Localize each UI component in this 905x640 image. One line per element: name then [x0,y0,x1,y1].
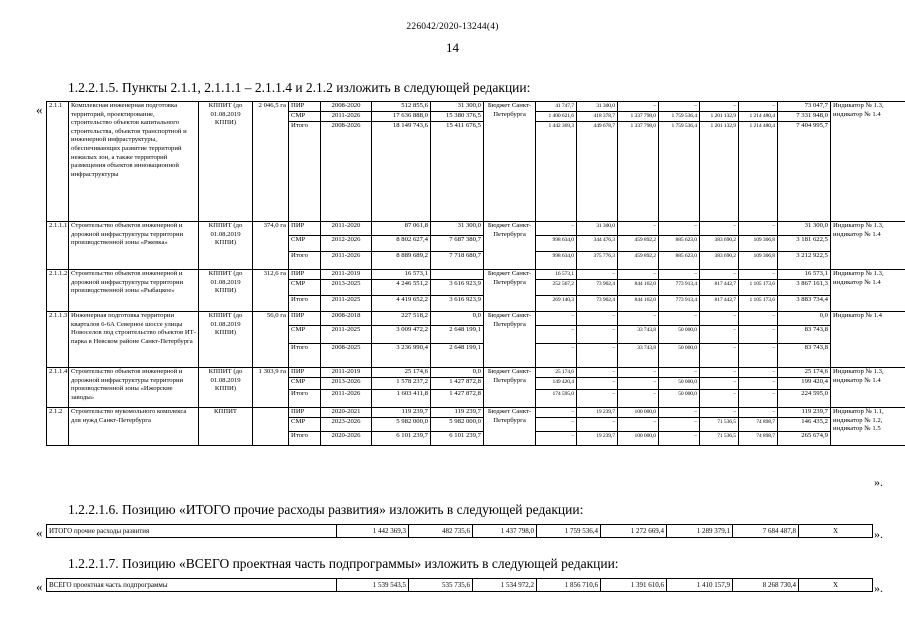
total-cell: 83 743,8 [778,344,831,368]
year-value-4: 50 000,0 [659,326,700,344]
entry-agency: КППИТ (до 01.08.2019 КППИ) [199,102,253,222]
year-value-5: – [700,390,739,408]
year-value-1: – [536,408,577,418]
year-value-4: 50 000,0 [659,378,700,390]
entry-number: 2.1.1.4 [47,368,69,408]
stage-cell: СМР [289,418,321,432]
entry-name: Комплексная инженерная подготовка территорий, проектирование, строительство объектов капитального строительства, объектов транспортной и инженерной инфраструктуры, обеспечивающих развитие территорий нежилых зон, а также территорий размещения объектов инновационной инфраструктуры [69,102,199,222]
year-value-2: 19 239,7 [577,408,618,418]
period-cell: 2011-2026 [321,390,372,408]
stage-cell: ПИР [289,270,321,280]
entry-indicator: Индикатор № 1.4 [831,312,905,368]
cost-cell: 8 889 689,2 [372,252,431,270]
period-cell: 2023-2026 [321,418,372,432]
year-value-2: 19 239,7 [577,432,618,446]
table-row [47,222,905,236]
stage-cell: СМР [289,326,321,344]
stage-cell: СМР [289,236,321,252]
cost-cell: 8 802 627,4 [372,236,431,252]
year-value-4: 885 623,0 [659,236,700,252]
cost-cell: 119 239,7 [372,408,431,418]
year-value-2: – [577,344,618,368]
year-value-5: – [700,222,739,236]
entry-name: Строительство объектов инженерной и дорожной инфраструктуры территории производственной зоны «Ижорские заводы» [69,368,199,408]
period-cell: 2011-2026 [321,112,372,122]
closing-quote-mark: ». [874,581,883,595]
cost-cell: 3 009 472,2 [372,326,431,344]
funding-source: Бюджет Санкт-Петербурга [484,368,536,408]
year-value-2: 73 902,4 [577,280,618,296]
remaining-cell: 1 427 872,8 [431,378,484,390]
remaining-cell: 2 648 199,1 [431,344,484,368]
entry-agency: КППИТ (до 01.08.2019 КППИ) [199,312,253,368]
year-value-3: – [618,378,659,390]
entry-number: 2.1.1 [47,102,69,222]
year-value-6: 109 306,8 [739,252,778,270]
table-row [47,270,905,280]
year-value-3: 33 743,8 [618,344,659,368]
year-value-3: 844 162,0 [618,296,659,312]
itogo-value-4: 1 759 536,4 [537,525,601,538]
itogo-other-expenses-table [46,524,873,538]
year-value-2: 375 776,3 [577,252,618,270]
total-cell: 199 420,4 [778,378,831,390]
funding-source: Бюджет Санкт-Петербурга [484,312,536,368]
total-cell: 3 867 161,3 [778,280,831,296]
period-cell: 2013-2025 [321,280,372,296]
year-value-5: 383 690,2 [700,252,739,270]
table-row [47,102,905,112]
year-value-3: – [618,222,659,236]
itogo-value-6: 1 289 379,1 [667,525,733,538]
vsego-value-6: 1 410 157,9 [667,579,733,592]
entry-name: Строительство объектов инженерной и дорожной инфраструктуры территории производственной зоны «Рыбацкое» [69,270,199,312]
year-value-2: – [577,418,618,432]
stage-cell: Итого [289,252,321,270]
total-cell: 3 212 922,5 [778,252,831,270]
total-cell: 31 300,0 [778,222,831,236]
year-value-1: – [536,222,577,236]
year-value-3: 459 892,2 [618,236,659,252]
entry-agency: КППИТ (до 01.08.2019 КППИ) [199,222,253,270]
year-value-4: – [659,102,700,112]
entry-area: 374,0 га [253,222,289,270]
entry-number: 2.1.2 [47,408,69,446]
total-cell: 25 174,6 [778,368,831,378]
total-cell: 224 595,0 [778,390,831,408]
year-value-6: – [739,378,778,390]
total-cell: 3 883 734,4 [778,296,831,312]
year-value-3: – [618,390,659,408]
year-value-4: – [659,270,700,280]
year-value-4: – [659,418,700,432]
cost-cell: 227 518,2 [372,312,431,326]
remaining-cell: 2 648 199,1 [431,326,484,344]
year-value-6: – [739,270,778,280]
remaining-cell: 3 616 923,9 [431,280,484,296]
period-cell: 2011-2019 [321,270,372,280]
total-cell: 73 047,7 [778,102,831,112]
stage-cell: ПИР [289,102,321,112]
remaining-cell [431,270,484,280]
year-value-5: 1 201 132,9 [700,112,739,122]
itogo-indicator: X [799,525,873,538]
stage-cell: ПИР [289,312,321,326]
period-cell: 2011-2026 [321,252,372,270]
year-value-6: – [739,344,778,368]
vsego-value-1: 1 539 543,5 [337,579,409,592]
year-value-2: – [577,270,618,280]
vsego-value-4: 1 856 710,6 [537,579,601,592]
itogo-value-1: 1 442 369,3 [337,525,409,538]
cost-cell: 1 578 237,2 [372,378,431,390]
entry-area: 56,0 га [253,312,289,368]
year-value-6: – [739,222,778,236]
year-value-5: – [700,368,739,378]
year-value-1: 174 595,0 [536,390,577,408]
period-cell: 2008-2025 [321,344,372,368]
year-value-6: 1 214 480,4 [739,112,778,122]
cost-cell: 16 573,1 [372,270,431,280]
opening-quote-mark: « [36,102,43,117]
year-value-3: – [618,312,659,326]
year-value-6: – [739,326,778,344]
total-cell: 3 181 622,5 [778,236,831,252]
year-value-6: 1 105 173,6 [739,280,778,296]
remaining-cell: 7 718 680,7 [431,252,484,270]
year-value-3: 844 162,0 [618,280,659,296]
stage-cell: Итого [289,122,321,222]
year-value-5: 817 442,7 [700,296,739,312]
remaining-cell: 1 427 872,8 [431,390,484,408]
entry-agency: КППИТ [199,408,253,446]
year-value-1: 1 400 621,6 [536,112,577,122]
year-value-4: – [659,312,700,326]
stage-cell: ПИР [289,408,321,418]
year-value-3: – [618,270,659,280]
year-value-1: 149 420,4 [536,378,577,390]
year-value-2: 449 678,7 [577,122,618,222]
entry-indicator: Индикатор № 1.3, индикатор № 1.4 [831,368,905,408]
year-value-4: – [659,432,700,446]
year-value-6: – [739,368,778,378]
year-value-3: – [618,418,659,432]
remaining-cell: 3 616 923,9 [431,296,484,312]
itogo-row [47,525,873,538]
period-cell: 2011-2019 [321,368,372,378]
entry-area: 312,6 га [253,270,289,312]
cost-cell: 18 149 743,6 [372,122,431,222]
section-heading-1-2-2-1-7: 1.2.2.1.7. Позицию «ВСЕГО проектная часть подпрограммы» изложить в следующей редакции: [68,556,619,571]
year-value-1: 252 567,2 [536,280,577,296]
year-value-4: 773 913,4 [659,296,700,312]
year-value-5: – [700,312,739,326]
year-value-4: 50 000,0 [659,390,700,408]
year-value-5: – [700,102,739,112]
entry-number: 2.1.1.2 [47,270,69,312]
period-cell: 2020-2021 [321,408,372,418]
total-cell: 265 674,9 [778,432,831,446]
cost-cell: 3 236 990,4 [372,344,431,368]
year-value-1: 269 140,3 [536,296,577,312]
entry-agency: КППИТ (до 01.08.2019 КППИ) [199,270,253,312]
year-value-4: 1 759 536,4 [659,122,700,222]
stage-cell: ПИР [289,222,321,236]
year-value-2: 418 378,7 [577,112,618,122]
period-cell: 2008-2020 [321,102,372,112]
table-row [47,368,905,378]
year-value-2: – [577,378,618,390]
vsego-project-part-table [46,578,873,592]
remaining-cell: 119 239,7 [431,408,484,418]
year-value-4: 50 000,0 [659,344,700,368]
entry-number: 2.1.1.3 [47,312,69,368]
period-cell: 2020-2026 [321,432,372,446]
period-cell: 2011-2025 [321,326,372,344]
period-cell: 2008-2018 [321,312,372,326]
remaining-cell: 0,0 [431,312,484,326]
entry-area: 2 046,5 га [253,102,289,222]
entry-indicator: Индикатор № 1.3, индикатор № 1.4 [831,102,905,222]
year-value-3: 33 743,8 [618,326,659,344]
entry-indicator: Индикатор № 1.3, индикатор № 1.4 [831,270,905,312]
funding-source: Бюджет Санкт-Петербурга [484,270,536,312]
year-value-6: 1 214 480,4 [739,122,778,222]
closing-quote-mark: ». [874,475,883,489]
year-value-5: – [700,270,739,280]
funding-source: Бюджет Санкт-Петербурга [484,222,536,270]
year-value-1: – [536,326,577,344]
table-row [47,312,905,326]
cost-cell: 4 246 551,2 [372,280,431,296]
year-value-2: – [577,390,618,408]
remaining-cell: 15 411 676,5 [431,122,484,222]
year-value-5: – [700,326,739,344]
year-value-3: 100 000,0 [618,408,659,418]
vsego-value-3: 1 534 972,2 [473,579,537,592]
year-value-4: 885 623,0 [659,252,700,270]
year-value-4: 1 759 536,4 [659,112,700,122]
total-cell: 7 331 948,0 [778,112,831,122]
remaining-cell: 15 380 376,5 [431,112,484,122]
vsego-indicator: X [799,579,873,592]
entry-name: Строительство мукомольного комплекса для нужд Санкт-Петербурга [69,408,199,446]
year-value-4: – [659,368,700,378]
year-value-3: 100 000,0 [618,432,659,446]
vsego-value-2: 535 735,6 [409,579,473,592]
total-cell: 83 743,8 [778,326,831,344]
year-value-3: – [618,102,659,112]
funding-source: Бюджет Санкт-Петербурга [484,102,536,222]
year-value-4: 773 913,4 [659,280,700,296]
year-value-6: – [739,390,778,408]
year-value-1: – [536,418,577,432]
remaining-cell: 0,0 [431,368,484,378]
year-value-2: 73 902,4 [577,296,618,312]
opening-quote-mark: « [36,525,43,540]
funding-source: Бюджет Санкт-Петербурга [484,408,536,446]
itogo-value-3: 1 437 798,0 [473,525,537,538]
total-cell: 16 573,1 [778,270,831,280]
stage-cell: ПИР [289,368,321,378]
entry-agency: КППИТ (до 01.08.2019 КППИ) [199,368,253,408]
itogo-label: ИТОГО прочие расходы развития [47,525,337,538]
itogo-value-2: 482 735,6 [409,525,473,538]
year-value-2: – [577,326,618,344]
entry-indicator: Индикатор № 1.3, индикатор № 1.4 [831,222,905,270]
stage-cell: Итого [289,432,321,446]
year-value-1: – [536,312,577,326]
year-value-2: – [577,368,618,378]
year-value-2: 31 300,0 [577,222,618,236]
period-cell: 2008-2026 [321,122,372,222]
year-value-5: 71 536,5 [700,418,739,432]
entry-name: Строительство объектов инженерной и дорожной инфраструктуры территории производственной зоны «Ржевка» [69,222,199,270]
cost-cell: 87 061,8 [372,222,431,236]
year-value-3: 1 337 798,0 [618,112,659,122]
period-cell: 2013-2026 [321,378,372,390]
year-value-3: – [618,368,659,378]
year-value-5: – [700,344,739,368]
stage-cell: Итого [289,390,321,408]
cost-cell: 4 419 652,2 [372,296,431,312]
year-value-1: 1 442 369,3 [536,122,577,222]
entry-name: Инженерная подготовка территории кварталов 6-6А Северное шоссе улицы Новоселов под строительство объектов ИТ-парка в Невском районе Санкт-Петербурга [69,312,199,368]
year-value-4: – [659,222,700,236]
year-value-2: 31 300,0 [577,102,618,112]
itogo-total: 7 684 487,8 [733,525,799,538]
table-row [47,408,905,418]
entry-indicator: Индикатор № 1.1, индикатор № 1.2, индикатор № 1.5 [831,408,905,446]
cost-cell: 6 101 239,7 [372,432,431,446]
year-value-1: – [536,344,577,368]
main-program-table [46,101,905,446]
year-value-5: 817 442,7 [700,280,739,296]
year-value-3: 1 337 798,0 [618,122,659,222]
year-value-2: – [577,312,618,326]
total-cell: 119 239,7 [778,408,831,418]
year-value-2: 344 476,3 [577,236,618,252]
stage-cell: СМР [289,112,321,122]
itogo-value-5: 1 272 669,4 [601,525,667,538]
period-cell: 2011-2020 [321,222,372,236]
entry-area [253,408,289,446]
year-value-3: 459 892,2 [618,252,659,270]
remaining-cell: 5 982 000,0 [431,418,484,432]
cost-cell: 512 855,6 [372,102,431,112]
cost-cell: 5 982 000,0 [372,418,431,432]
period-cell: 2012-2026 [321,236,372,252]
year-value-1: – [536,432,577,446]
year-value-5: – [700,378,739,390]
opening-quote-mark: « [36,579,43,594]
total-cell: 7 404 995,7 [778,122,831,222]
vsego-row [47,579,873,592]
section-heading-1-2-2-1-6: 1.2.2.1.6. Позицию «ИТОГО прочие расходы развития» изложить в следующей редакции: [68,502,584,517]
document-registration-number: 226042/2020-13244(4) [406,22,499,32]
year-value-6: 1 105 173,6 [739,296,778,312]
year-value-6: 109 306,8 [739,236,778,252]
closing-quote-mark: ». [874,527,883,541]
year-value-6: 74 898,7 [739,418,778,432]
year-value-6: – [739,102,778,112]
stage-cell: СМР [289,280,321,296]
stage-cell: Итого [289,344,321,368]
year-value-5: 1 201 132,9 [700,122,739,222]
vsego-label: ВСЕГО проектная часть подпрограммы [47,579,337,592]
year-value-1: 41 747,7 [536,102,577,112]
cost-cell: 1 603 411,8 [372,390,431,408]
year-value-1: 998 634,0 [536,236,577,252]
page-number: 14 [446,40,459,55]
total-cell: 0,0 [778,312,831,326]
year-value-5: 383 690,2 [700,236,739,252]
total-cell: 146 435,2 [778,418,831,432]
year-value-5: – [700,408,739,418]
entry-number: 2.1.1.1 [47,222,69,270]
period-cell: 2011-2025 [321,296,372,312]
vsego-value-5: 1 391 610,6 [601,579,667,592]
year-value-1: 16 573,1 [536,270,577,280]
stage-cell: Итого [289,296,321,312]
year-value-1: 998 634,0 [536,252,577,270]
year-value-6: 74 898,7 [739,432,778,446]
stage-cell: СМР [289,378,321,390]
year-value-4: – [659,408,700,418]
year-value-5: 71 536,5 [700,432,739,446]
year-value-6: – [739,408,778,418]
remaining-cell: 6 101 239,7 [431,432,484,446]
cost-cell: 17 636 888,0 [372,112,431,122]
year-value-1: 25 174,6 [536,368,577,378]
remaining-cell: 31 300,0 [431,102,484,112]
section-heading-1-2-2-1-5: 1.2.2.1.5. Пункты 2.1.1, 2.1.1.1 – 2.1.1.4 и 2.1.2 изложить в следующей редакции: [68,80,531,95]
year-value-6: – [739,312,778,326]
cost-cell: 25 174,6 [372,368,431,378]
remaining-cell: 31 300,0 [431,222,484,236]
entry-area: 1 303,9 га [253,368,289,408]
remaining-cell: 7 687 380,7 [431,236,484,252]
vsego-total: 8 268 730,4 [733,579,799,592]
